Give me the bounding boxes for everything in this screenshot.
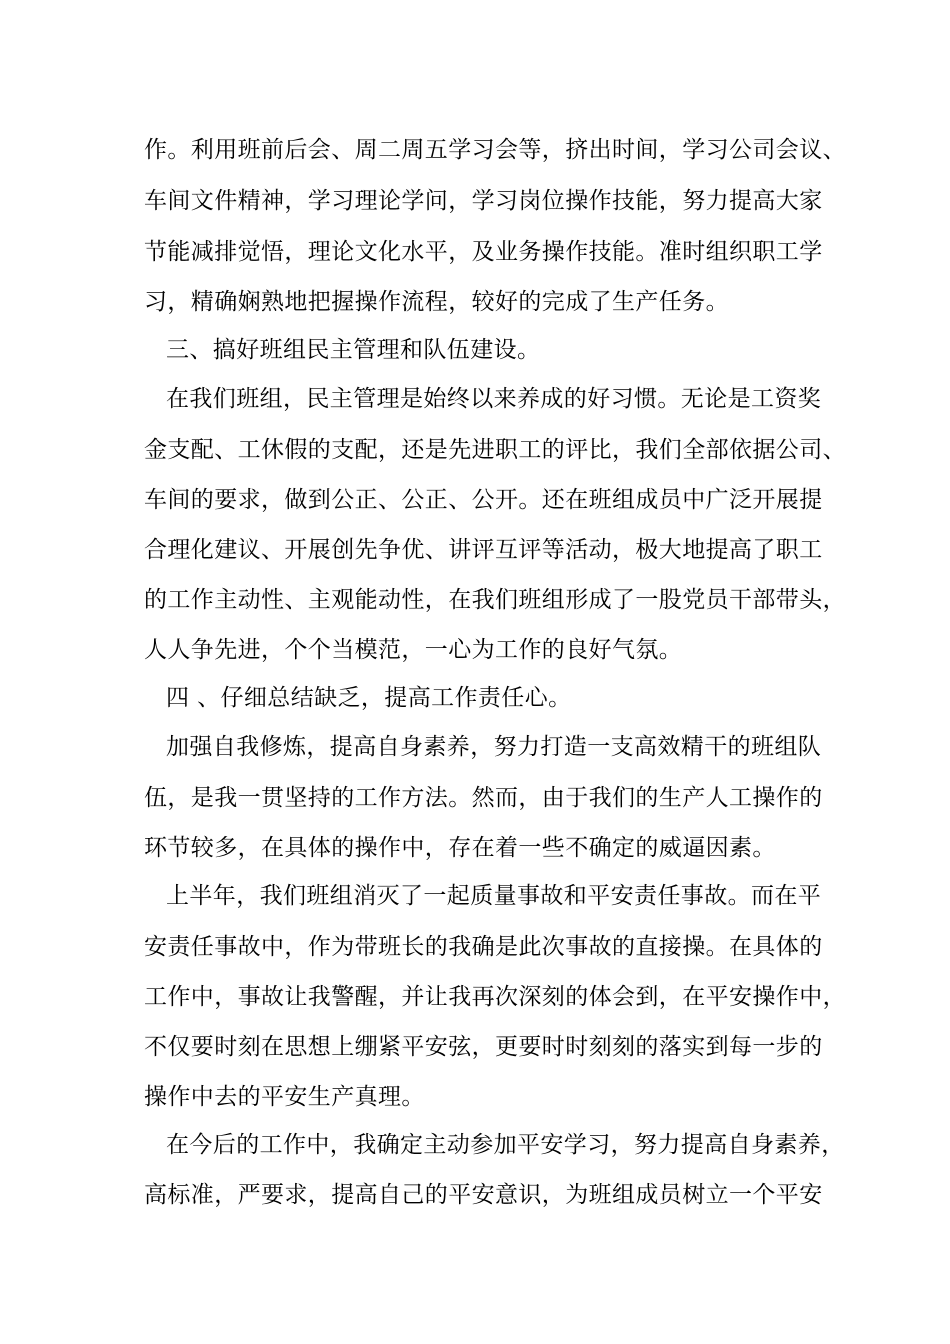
body-text-line: 不仅要时刻在思想上绷紧平安弦，更要时时刻刻的落实到每一步的: [144, 1034, 823, 1060]
body-text-line: 安责任事故中，作为带班长的我确是此次事故的直接操。在具体的: [144, 934, 823, 960]
body-text-line: 在我们班组，民主管理是始终以来养成的好习惯。无论是工资奖: [166, 386, 822, 412]
body-text-line: 车间文件精神，学习理论学问，学习岗位操作技能，努力提高大家: [144, 188, 823, 214]
body-text-line: 习，精确娴熟地把握操作流程，较好的完成了生产任务。: [144, 289, 729, 315]
body-text-line: 工作中，事故让我警醒，并让我再次深刻的体会到，在平安操作中，: [144, 984, 846, 1010]
body-text-line: 的工作主动性、主观能动性，在我们班组形成了一股党员干部带头，: [144, 587, 846, 613]
body-text-line: 车间的要求，做到公正、公正、公开。还在班组成员中广泛开展提: [144, 487, 823, 513]
body-text-line: 加强自我修炼，提高自身素养，努力打造一支高效精干的班组队: [166, 734, 822, 760]
body-text-line: 高标准，严要求，提高自己的平安意识，为班组成员树立一个平安: [144, 1182, 823, 1208]
body-text-line: 操作中去的平安生产真理。: [144, 1084, 425, 1110]
body-text-line: 上半年，我们班组消灭了一起质量事故和平安责任事故。而在平: [166, 883, 822, 909]
body-text-line: 节能减排觉悟，理论文化水平，及业务操作技能。准时组织职工学: [144, 239, 823, 265]
body-text-line: 环节较多，在具体的操作中，存在着一些不确定的威逼因素。: [144, 835, 776, 861]
body-text-line: 合理化建议、开展创先争优、讲评互评等活动，极大地提高了职工: [144, 537, 823, 563]
body-text-line: 金支配、工休假的支配，还是先进职工的评比，我们全部依据公司、: [144, 437, 846, 463]
body-text-line: 人人争先进，个个当模范，一心为工作的良好气氛。: [144, 637, 683, 663]
body-text-line: 作。利用班前后会、周二周五学习会等，挤出时间，学习公司会议、: [144, 137, 846, 163]
section-heading: 四 、仔细总结缺乏，提高工作责任心。: [166, 685, 572, 711]
body-text-line: 在今后的工作中，我确定主动参加平安学习，努力提高自身素养，: [166, 1132, 845, 1158]
body-text-line: 伍，是我一贯坚持的工作方法。然而，由于我们的生产人工操作的: [144, 785, 823, 811]
section-heading: 三、搞好班组民主管理和队伍建设。: [166, 337, 541, 363]
